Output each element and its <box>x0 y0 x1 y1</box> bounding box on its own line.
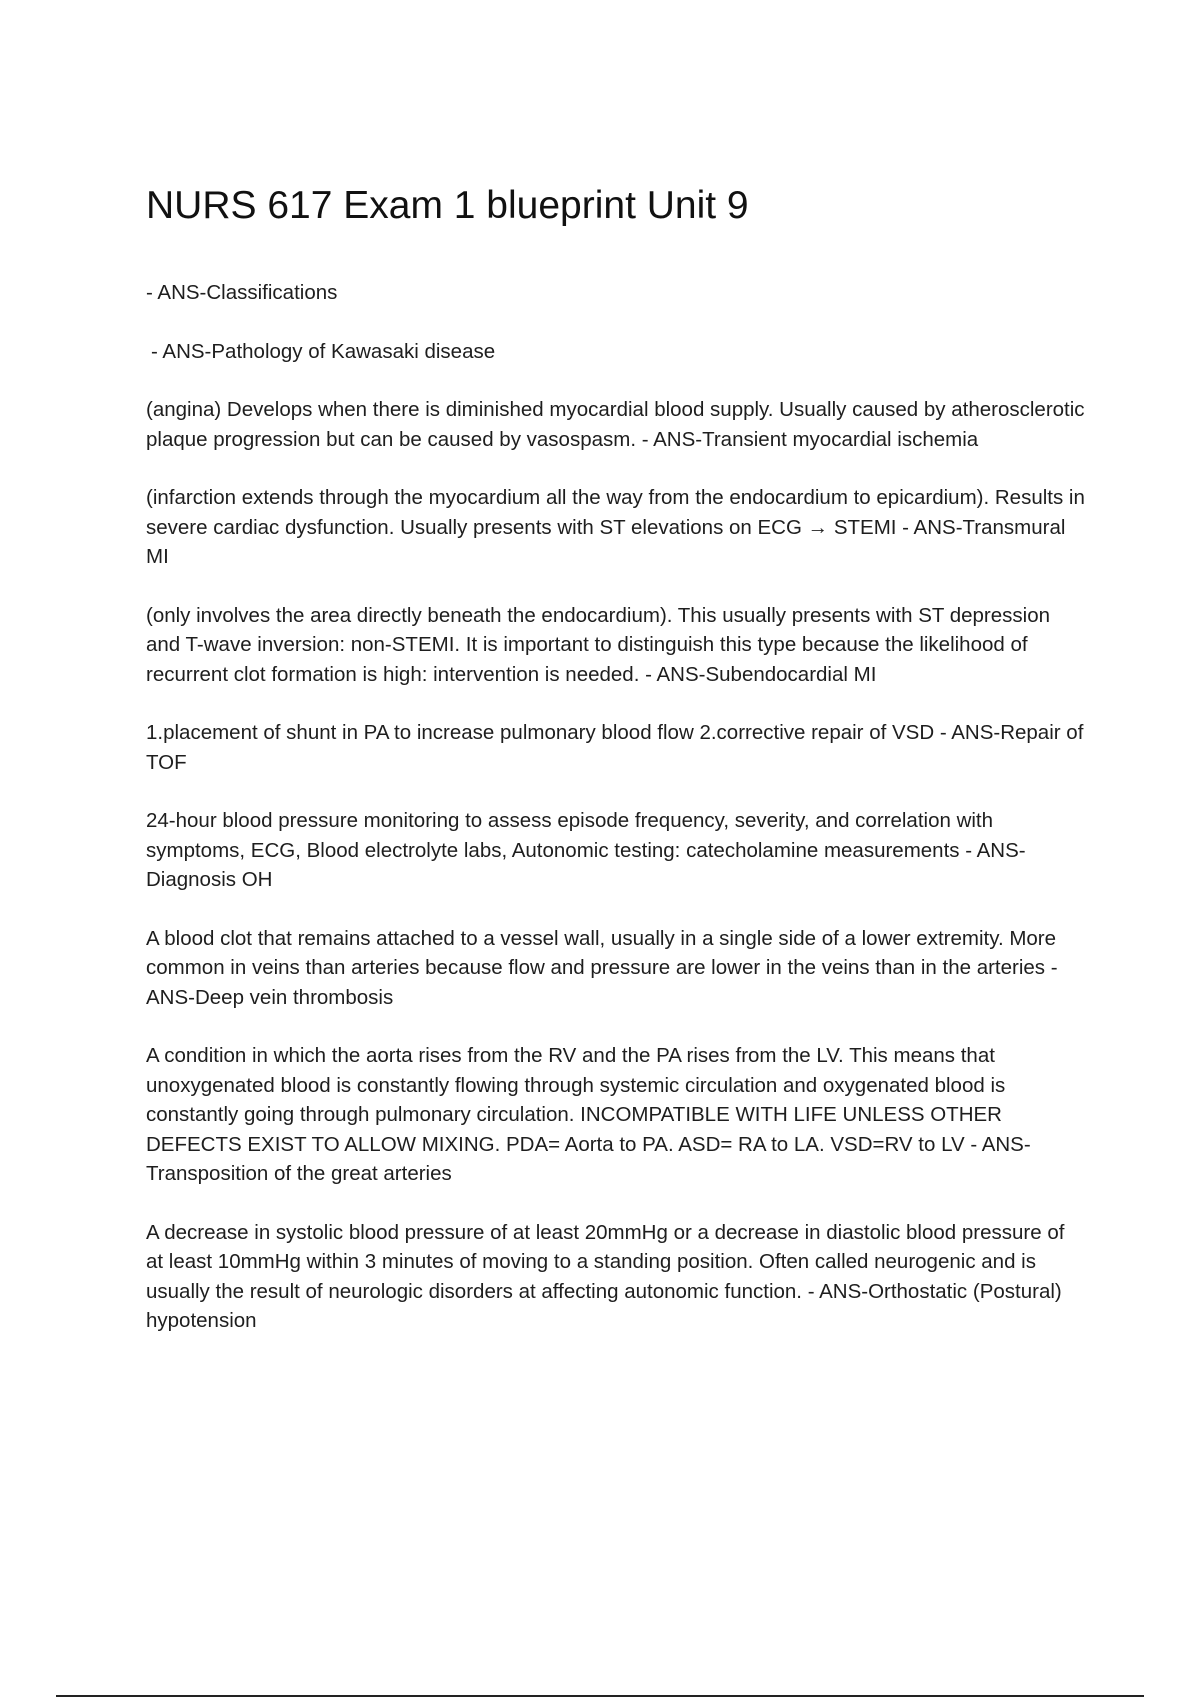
entry-transposition: A condition in which the aorta rises from the RV and the PA rises from the LV. This means that unoxygenated blood is constantly flowing through systemic circulation and oxygenated blood is constantly going through pulmonary circulation. INCOMPATIBLE WITH LIFE UNLESS OTHER DEFECTS EXIST TO ALLOW MIXING. PDA= Aorta to PA. ASD= RA to LA. VSD=RV to LV - ANS-Transposition of the great arteries <box>146 1044 1031 1185</box>
footer-divider <box>56 1695 1144 1697</box>
entry-subendocardial-mi: (only involves the area directly beneath the endocardium). This usually presents with ST depression and T-wave inversion: non-STEMI. It is important to distinguish this type because the likelihood of recurrent clot formation is high: intervention is needed. - ANS-Subendocardial MI <box>146 603 1051 686</box>
entry-repair-tof: 1.placement of shunt in PA to increase pulmonary blood flow 2.corrective repair of VSD - ANS-Repair of TOF <box>146 721 1084 774</box>
document-title: NURS 617 Exam 1 blueprint Unit 9 <box>146 184 749 227</box>
entry-transient-ischemia: (angina) Develops when there is diminished myocardial blood supply. Usually caused by atherosclerotic plaque progression but can be caused by vasospasm. - ANS-Transient myocardial ischemia <box>146 398 1085 451</box>
entry-kawasaki: - ANS-Pathology of Kawasaki disease <box>151 339 496 363</box>
entry-dvt: A blood clot that remains attached to a vessel wall, usually in a single side of a lower extremity. More common in veins than arteries because flow and pressure are lower in the veins than in the arteries - ANS-Deep vein thrombosis <box>146 926 1058 1009</box>
entry-classifications: - ANS-Classifications <box>146 281 338 304</box>
entry-orthostatic-hypotension: A decrease in systolic blood pressure of at least 20mmHg or a decrease in diastolic blood pressure of at least 10mmHg within 3 minutes of moving to a standing position. Often called neurogenic and is usually the result of neurologic disorders at affecting autonomic function. - ANS-Orthostatic (Postural) hypotension <box>146 1220 1065 1332</box>
document-body <box>146 278 1086 1365</box>
entry-diagnosis-oh: 24-hour blood pressure monitoring to assess episode frequency, severity, and correlation with symptoms, ECG, Blood electrolyte labs, Autonomic testing: catecholamine measurements - ANS-Diagnosis OH <box>146 809 1026 891</box>
entry-transmural-mi: (infarction extends through the myocardium all the way from the endocardium to epicardium). Results in severe cardiac dysfunction. Usually presents with ST elevations on ECG → STEMI - ANS-Transmural MI <box>146 486 1085 568</box>
